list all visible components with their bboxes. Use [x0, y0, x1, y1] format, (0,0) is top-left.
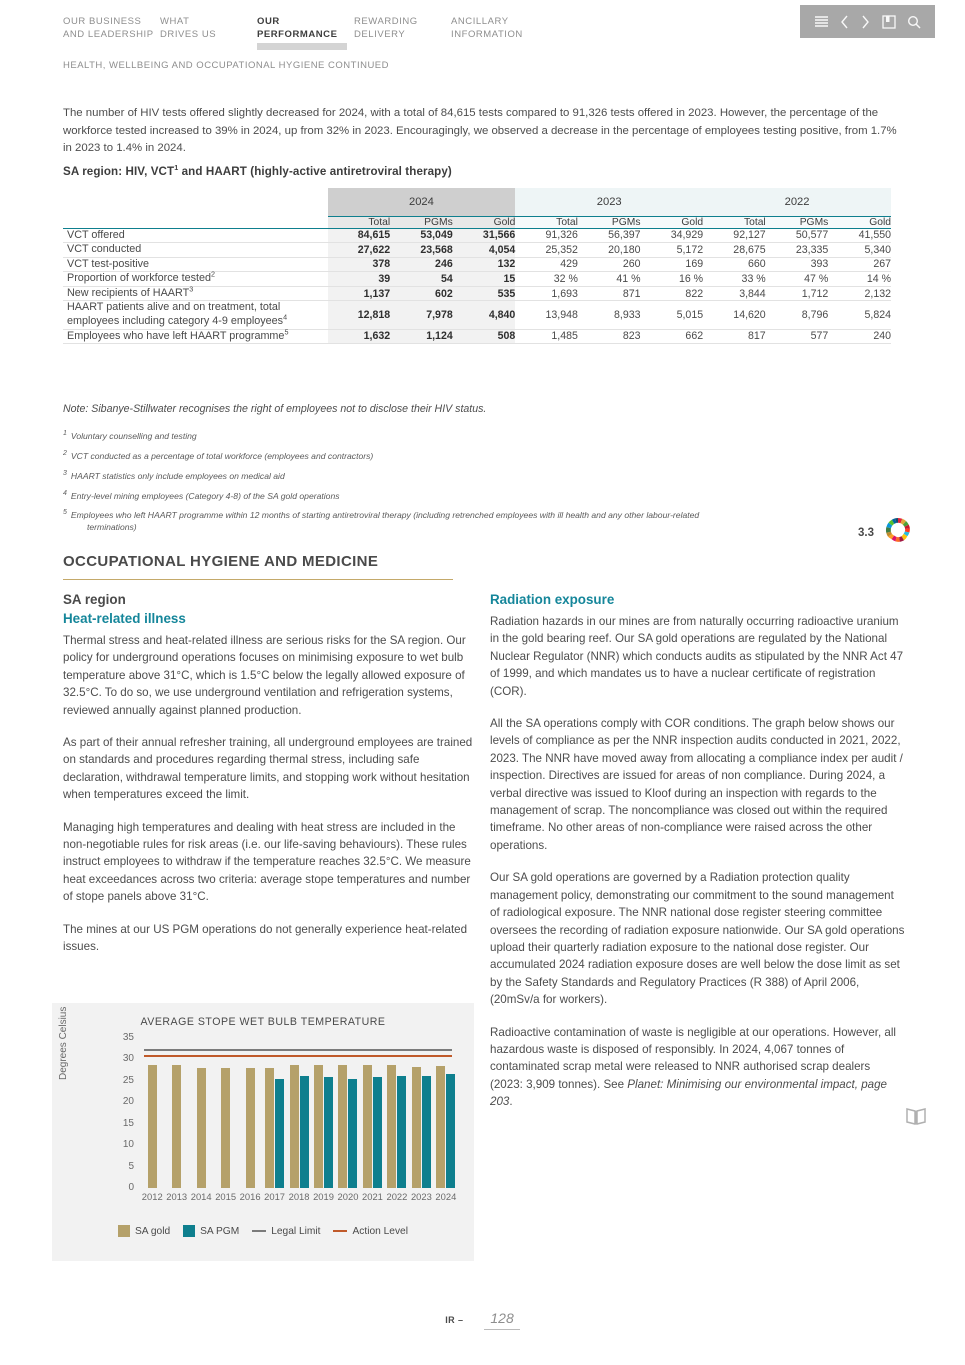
- table-row: [63, 286, 891, 301]
- cell: 54: [390, 272, 453, 287]
- chart-bar: [197, 1068, 206, 1188]
- chart-x-tick: 2016: [239, 1191, 261, 1202]
- cell: 1,632: [328, 329, 391, 344]
- nav-item-our-business[interactable]: [63, 16, 160, 50]
- cell: 13,948: [515, 301, 578, 329]
- chart-bar: [300, 1076, 309, 1188]
- subheader-2024-gold: Gold: [453, 216, 516, 228]
- table-row: [63, 243, 891, 258]
- cell: 15: [453, 272, 516, 287]
- footnote-number: 4: [63, 489, 67, 497]
- table-row: [63, 228, 891, 243]
- sdg-badge: [858, 515, 913, 550]
- subheader-2022-gold: Gold: [828, 216, 891, 228]
- chart-reference-line: [144, 1055, 452, 1057]
- row-label: VCT offered: [63, 228, 328, 243]
- chart-bar-group: [164, 1038, 188, 1188]
- chart-bar: [172, 1065, 181, 1188]
- region-heading: SA region: [63, 592, 126, 607]
- chart-y-tick: 15: [122, 1117, 134, 1129]
- chart-reference-line: [144, 1049, 452, 1051]
- paragraph: Our SA gold operations are governed by a Radiation protection quality management policy, demonstrating our commitment to the sound management of radiological exposure. The NNR national dose register steering committee oversees the recording of radiation exposure nationwide. Our SA gold operations upload their quarterly radiation exposure to the national dose register. Our accumulated 2024 radiation exposure doses are well below the dose limit as set by the Safety Standards and Regulatory Practices (R 388) of April 2006, (20mSv/a for workers).: [490, 871, 905, 1007]
- intro-paragraph: The number of HIV tests offered slightly decreased for 2024, with a total of 84,615 tests compared to 91,326 tests offered in 2023. However, the percentage of the workforce tested increased to 39% in 2024, up from 32% in 2023. Encouragingly, we observed a decrease in the percentage of employees testing positive, from 1.7% in 2023 to 1.4% in 2024.: [63, 107, 897, 155]
- row-label-text: Employees who have left HAART programme: [67, 329, 285, 342]
- cell: 34,929: [641, 228, 704, 243]
- row-label-superscript: 3: [189, 284, 194, 294]
- page-number: 128: [484, 1310, 519, 1330]
- cell: 5,015: [641, 301, 704, 329]
- table-bottom-rule: [63, 344, 891, 345]
- nav-item-line1: OUR BUSINESS: [63, 16, 142, 27]
- legend-swatch: [118, 1225, 130, 1237]
- footnote-number: 3: [63, 469, 67, 477]
- cell: 4,054: [453, 243, 516, 258]
- prev-page-icon[interactable]: [840, 15, 849, 29]
- table-row: [63, 301, 891, 329]
- running-head: HEALTH, WELLBEING AND OCCUPATIONAL HYGIENE CONTINUED: [63, 60, 390, 71]
- chart-bar: [387, 1065, 396, 1188]
- paragraph: Radiation hazards in our mines are from naturally occurring radioactive uranium in the gold bearing reef. Our SA gold operations are regulated by the National Nuclear Regulator (NNR) which conducts audits as stipulated by the NNR Act 47 of 1999, and which mandates us to have a nuclear certificate of registration (COR).: [490, 615, 904, 698]
- chart-x-tick: 2013: [166, 1191, 188, 1202]
- paragraph: As part of their annual refresher training, all underground employees are trained on standards and procedures regarding thermal stress, including safe declaration, withdrawal temperature limits, and stopping work without hesitation when temperatures exceed the limit.: [63, 736, 473, 802]
- chart-x-tick: 2019: [313, 1191, 334, 1202]
- cell: 1,124: [390, 329, 453, 344]
- table-body: [63, 228, 891, 344]
- chart-bar: [363, 1065, 372, 1188]
- nav-item-ancillary-information[interactable]: [451, 16, 548, 50]
- stope-temperature-chart: [52, 1003, 474, 1261]
- cell: 20,180: [578, 243, 641, 258]
- search-icon[interactable]: [907, 15, 921, 29]
- table-title-a: SA region: HIV, VCT: [63, 165, 175, 178]
- chart-bar-group: [189, 1038, 213, 1188]
- cell: 56,397: [578, 228, 641, 243]
- page-footer: [0, 1310, 965, 1330]
- nav-item-line1: OUR: [257, 16, 280, 27]
- cell: 47 %: [766, 272, 829, 287]
- nav-item-line2: DELIVERY: [354, 28, 406, 40]
- subheader-2022-pgms: PGMs: [766, 216, 829, 228]
- cell: 41 %: [578, 272, 641, 287]
- chart-bar-group: [409, 1038, 433, 1188]
- chart-x-tick: 2012: [141, 1191, 163, 1202]
- chart-bar: [422, 1076, 431, 1188]
- footnote-continuation: terminations): [87, 521, 137, 532]
- legend-label: Legal Limit: [271, 1225, 321, 1237]
- cell: 23,335: [766, 243, 829, 258]
- bookmark-icon[interactable]: [882, 15, 896, 29]
- footnote: [63, 507, 923, 533]
- nav-item-line2: AND LEADERSHIP: [63, 28, 154, 40]
- nav-item-our-performance[interactable]: [257, 16, 354, 50]
- chart-y-axis-label: Degrees Celsius: [58, 1006, 69, 1080]
- legend-item: [183, 1225, 239, 1237]
- table-subheader-row: [63, 216, 891, 228]
- nav-item-rewarding-delivery[interactable]: [354, 16, 451, 50]
- cell: 246: [390, 257, 453, 272]
- cell: 91,326: [515, 228, 578, 243]
- chart-bar: [412, 1067, 421, 1188]
- cell: 41,550: [828, 228, 891, 243]
- chart-bar: [446, 1074, 455, 1188]
- cell: 1,137: [328, 286, 391, 301]
- chart-bar-group: [238, 1038, 262, 1188]
- chart-y-tick: 5: [128, 1160, 134, 1172]
- right-column: [490, 592, 905, 1126]
- cell: 240: [828, 329, 891, 344]
- cell: 508: [453, 329, 516, 344]
- subheader-2024-total: Total: [328, 216, 391, 228]
- footnote-text: VCT conducted as a percentage of total workforce (employees and contractors): [70, 450, 374, 461]
- sdg-number: 3.3: [858, 526, 874, 539]
- chart-y-tick: 30: [122, 1053, 134, 1065]
- table-note: Note: Sibanye-Stillwater recognises the right of employees not to disclose their HIV status.: [63, 403, 487, 415]
- chart-bar: [373, 1077, 382, 1188]
- footnote: [63, 468, 923, 482]
- legend-label: SA PGM: [200, 1225, 240, 1237]
- chart-bar-group: [262, 1038, 286, 1188]
- subheader-2024-pgms: PGMs: [390, 216, 453, 228]
- chart-bar-group: [385, 1038, 409, 1188]
- legend-line: [252, 1230, 266, 1232]
- cell: 822: [641, 286, 704, 301]
- cell: 1,712: [766, 286, 829, 301]
- cell: 27,622: [328, 243, 391, 258]
- cell: 378: [328, 257, 391, 272]
- footnotes: [63, 428, 923, 539]
- row-label: VCT conducted: [63, 243, 328, 258]
- footnote-number: 5: [63, 509, 67, 517]
- year-header-2024: 2024: [328, 188, 516, 216]
- cell: 84,615: [328, 228, 391, 243]
- cell: 25,352: [515, 243, 578, 258]
- chart-bar: [221, 1068, 230, 1188]
- chart-bar: [338, 1065, 347, 1188]
- row-label-text: HAART patients alive and on treatment, total employees including category 4-9 employees: [67, 301, 284, 328]
- next-page-icon[interactable]: [861, 15, 870, 29]
- subheader-2023-total: Total: [515, 216, 578, 228]
- row-label-superscript: 2: [211, 269, 216, 279]
- row-label: [63, 269, 328, 287]
- chart-x-tick: 2015: [215, 1191, 237, 1202]
- chart-y-axis-ticks: [74, 1032, 134, 1193]
- cell: 267: [828, 257, 891, 272]
- legend-swatch: [183, 1225, 195, 1237]
- cell: 4,840: [453, 301, 516, 329]
- viewer-toolbar: [800, 5, 935, 38]
- cell: 260: [578, 257, 641, 272]
- cell: 28,675: [703, 243, 766, 258]
- row-label-text: Proportion of workforce tested: [67, 272, 212, 285]
- row-label-superscript: 5: [284, 327, 289, 337]
- chart-y-tick: 35: [122, 1032, 134, 1043]
- nav-item-line2: PERFORMANCE: [257, 28, 338, 40]
- cell: 5,340: [828, 243, 891, 258]
- table-row: [63, 329, 891, 344]
- chart-bar: [275, 1079, 284, 1188]
- nav-item-what-drives-us[interactable]: [160, 16, 257, 50]
- cell: 602: [390, 286, 453, 301]
- row-label: [63, 286, 328, 301]
- chart-bar: [265, 1068, 274, 1188]
- cell: 39: [328, 272, 391, 287]
- nav-item-line1: WHAT: [160, 16, 190, 27]
- cell: 5,172: [641, 243, 704, 258]
- cell: 662: [641, 329, 704, 344]
- cell: 393: [766, 257, 829, 272]
- legend-item: [252, 1226, 320, 1237]
- cell: 50,577: [766, 228, 829, 243]
- row-label: [63, 301, 328, 329]
- chart-y-tick: 25: [122, 1074, 134, 1086]
- left-column: [63, 592, 475, 971]
- chart-x-tick: 2022: [386, 1191, 408, 1202]
- cell: 3,844: [703, 286, 766, 301]
- row-label: VCT test-positive: [63, 257, 328, 272]
- footnote-text: Employees who left HAART programme within 12 months of starting antiretroviral therapy (including retrenched employees with ill health and any other labour-related: [70, 510, 700, 521]
- footnote: [63, 428, 923, 442]
- chart-x-tick: 2021: [362, 1191, 383, 1202]
- paragraph: All the SA operations comply with COR conditions. The graph below shows our levels of compliance as per the NNR inspection audits conducted in 2021, 2022, 2023. The NNR have moved away from allocating a compliance index per audit / inspection. Directives are issued for areas of non compliance. During 2024, a verbal directive was issued to Kloof during an inspection with regards to the management of scrap. The noncompliance was closed out within the required timeframe. No other areas of non-compliance were raised across the other operations.: [490, 717, 903, 852]
- footnote-text: Voluntary counselling and testing: [70, 430, 197, 441]
- cell: 14 %: [828, 272, 891, 287]
- cell: 1,693: [515, 286, 578, 301]
- cell: 871: [578, 286, 641, 301]
- legend-item: [333, 1226, 408, 1237]
- cell: 16 %: [641, 272, 704, 287]
- table-title: [63, 165, 452, 178]
- row-label: [63, 329, 328, 344]
- table-title-b: and HAART (highly-active antiretroviral therapy): [178, 165, 452, 178]
- paragraph: Thermal stress and heat-related illness are serious risks for the SA region. Our policy for underground operations focuses on minimising exposure to wet bulb temperature above 31°C, which is 1.5°C below the legally allowed exposure of 32.5°C. To do so, we use underground ventilation and refrigeration systems, reviewed annually against planned production.: [63, 634, 466, 717]
- paragraph: Managing high temperatures and dealing with heat stress are included in the non-negotiable rules for risk areas (i.e. our life-saving behaviours). These rules instruct employees to withdraw if the temperature reaches 32.5°C. We measure heat exceedances across two criteria: average stope temperatures and number of stope panels above 31°C.: [63, 820, 471, 904]
- footnote: [63, 488, 923, 502]
- year-header-2022: 2022: [703, 188, 891, 216]
- top-navigation: [63, 16, 548, 50]
- chart-bar-group: [434, 1038, 458, 1188]
- cell: 8,933: [578, 301, 641, 329]
- hiv-vct-haart-table: [63, 188, 891, 344]
- chart-bars-area: [140, 1038, 458, 1188]
- cell: 5,824: [828, 301, 891, 329]
- nav-item-line2: DRIVES US: [160, 28, 217, 40]
- cell: 32 %: [515, 272, 578, 287]
- cell: 817: [703, 329, 766, 344]
- cell: 169: [641, 257, 704, 272]
- chart-title: AVERAGE STOPE WET BULB TEMPERATURE: [140, 1016, 386, 1028]
- row-label-superscript: 4: [283, 312, 288, 322]
- chart-x-tick: 2017: [264, 1191, 285, 1202]
- cell: 429: [515, 257, 578, 272]
- chart-x-tick: 2020: [337, 1191, 359, 1202]
- chart-bar-group: [287, 1038, 311, 1188]
- footnote-text: HAART statistics only include employees on medical aid: [70, 470, 285, 481]
- paragraph-with-reference: [490, 1024, 905, 1111]
- cell: 92,127: [703, 228, 766, 243]
- section-divider: [63, 579, 453, 580]
- nav-item-line1: ANCILLARY: [451, 16, 509, 27]
- table-row: [63, 272, 891, 287]
- footer-label: IR –: [445, 1315, 464, 1325]
- chart-x-tick: 2018: [288, 1191, 310, 1202]
- cell: 660: [703, 257, 766, 272]
- cell: 535: [453, 286, 516, 301]
- chart-x-tick: 2023: [410, 1191, 432, 1202]
- chart-bar: [324, 1077, 333, 1188]
- chart-legend: [52, 1225, 474, 1237]
- footnote-number: 1: [63, 430, 67, 437]
- table-row: [63, 257, 891, 272]
- sdg-wheel-icon: [883, 515, 913, 550]
- chart-bar: [148, 1065, 157, 1188]
- chart-x-axis-ticks: [140, 1191, 458, 1202]
- page-title: OCCUPATIONAL HYGIENE AND MEDICINE: [63, 553, 379, 570]
- cell: 2,132: [828, 286, 891, 301]
- paragraph: The mines at our US PGM operations do not generally experience heat-related issues.: [63, 922, 468, 954]
- row-label-text: New recipients of HAART: [67, 286, 190, 299]
- chart-bar-group: [336, 1038, 360, 1188]
- chart-y-tick: 10: [122, 1139, 134, 1151]
- cross-reference-link[interactable]: Planet: Minimising our environmental impact, page 203: [490, 1077, 887, 1109]
- open-book-icon[interactable]: [905, 1106, 927, 1131]
- cell: 7,978: [390, 301, 453, 329]
- cell: 31,566: [453, 228, 516, 243]
- cell: 577: [766, 329, 829, 344]
- year-header-2023: 2023: [515, 188, 703, 216]
- chart-bar-group: [311, 1038, 335, 1188]
- chart-y-tick: 20: [122, 1096, 134, 1108]
- cell: 132: [453, 257, 516, 272]
- footnote-number: 2: [63, 449, 67, 457]
- menu-icon[interactable]: [814, 15, 829, 28]
- cell: 53,049: [390, 228, 453, 243]
- table-year-header-row: [63, 188, 891, 216]
- chart-bar: [397, 1076, 406, 1188]
- legend-line: [333, 1230, 347, 1232]
- subheader-2022-total: Total: [703, 216, 766, 228]
- chart-x-tick: 2024: [435, 1191, 457, 1202]
- subheader-2023-pgms: PGMs: [578, 216, 641, 228]
- chart-bar: [436, 1066, 445, 1188]
- table-title-superscript: 1: [174, 163, 179, 173]
- footnote-text: Entry-level mining employees (Category 4-8) of the SA gold operations: [70, 490, 340, 501]
- chart-bar-group: [360, 1038, 384, 1188]
- cell: 33 %: [703, 272, 766, 287]
- chart-bar: [290, 1065, 299, 1188]
- cell: 8,796: [766, 301, 829, 329]
- cell: 12,818: [328, 301, 391, 329]
- footnote: [63, 448, 923, 462]
- nav-item-line1: REWARDING: [354, 16, 418, 27]
- chart-bar: [314, 1065, 323, 1188]
- cell: 14,620: [703, 301, 766, 329]
- legend-label: Action Level: [352, 1225, 408, 1237]
- radiation-exposure-heading: Radiation exposure: [490, 592, 615, 607]
- cell: 23,568: [390, 243, 453, 258]
- chart-x-tick: 2014: [190, 1191, 212, 1202]
- chart-bar: [348, 1079, 357, 1188]
- cell: 823: [578, 329, 641, 344]
- chart-bar: [246, 1068, 255, 1188]
- chart-bar-group: [213, 1038, 237, 1188]
- legend-label: SA gold: [135, 1225, 171, 1237]
- chart-y-tick: 0: [128, 1182, 134, 1193]
- paragraph-text: Radioactive contamination of waste is negligible at our operations. However, all hazardous waste is disposed of responsibly. In 2024, 4,067 tonnes of contaminated scrap metal were released to NNR authorised scrap dealers (2023: 3,909 tonnes). See: [490, 1025, 897, 1091]
- heat-related-illness-heading: Heat-related illness: [63, 611, 186, 626]
- subheader-2023-gold: Gold: [641, 216, 704, 228]
- cell: 1,485: [515, 329, 578, 344]
- nav-item-line2: INFORMATION: [451, 28, 523, 40]
- legend-item: [118, 1225, 170, 1237]
- section-heading-block: [63, 553, 453, 580]
- chart-bar-group: [140, 1038, 164, 1188]
- paragraph-end: .: [509, 1095, 513, 1109]
